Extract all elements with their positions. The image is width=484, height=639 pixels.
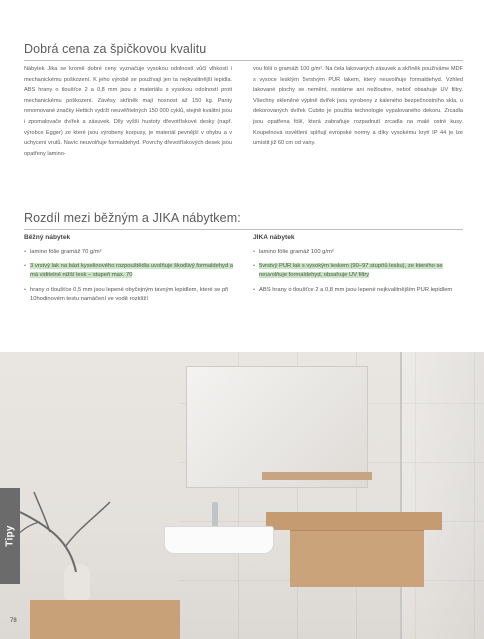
page-number: 78 [10, 618, 17, 624]
section-title-quality: Dobrá cena za špičkovou kvalitu [24, 42, 207, 56]
faucet-icon [212, 502, 218, 528]
list-item: • lamino fólie gramáž 70 g/m² [24, 248, 234, 257]
section-divider [24, 229, 463, 230]
jika-furniture-list [253, 248, 463, 300]
paragraph-right: vou fólií o gramáži 100 g/m². Na čela lakovaných zásuvek a skříněk používáme MDF s vysoce lesklým 5vrstvým PUR lakem, který neuvolňuje formaldehyd. Vzhled lakované plochy se nemění, nestárne ani nežloutne, neboť obsahuje UV filtry. Všechny skleněné výplně dvířek jsou vyrobeny z kaleného bezpečnostního skla, u dekorovaných dvířek Cubito je použita technologie vypalovaného dekoru. Zrcadla jsou opatřena fólií, která zabraňuje rozpadnutí zrcadla na malé ostré kusy. Koupelnová osvětlení splňují evropské normy a díky vysokému krytí IP 44 je lze umístit již 60 cm od vany. [253, 66, 463, 147]
shower-glass [400, 352, 484, 639]
section-title-comparison: Rozdíl mezi běžným a JIKA nábytkem: [24, 211, 241, 225]
branch-decoration-icon [10, 472, 120, 572]
bathroom-photo [0, 352, 484, 639]
washbasin [164, 526, 274, 554]
mirror [186, 366, 368, 488]
section-divider [24, 60, 463, 61]
list-item: • lamino fólie gramáž 100 g/m² [253, 248, 463, 257]
list-item: • 3 vrstvý lak na bázi kyselinového rozpouštědla uvolňuje škodlivý formaldehyd a má viditelné nižší lesk – stupeň max. 70 [24, 262, 234, 280]
standard-furniture-heading: Běžný nábytek [24, 234, 71, 241]
text-column-right [253, 64, 463, 149]
list-item: • 5vrstvý PUR lak s vysokým leskem (90–97 stupňů lesku), ze kterého se neuvolňuje formaldehyd, obsahuje UV filtry [253, 262, 463, 280]
countertop [266, 512, 442, 530]
paragraph-left: Nábytek Jika se kromě dobré ceny vyznačuje vysokou odolností vůči vlhkosti i mechanickému poškození. K jeho výrobě se používají jen ta nejkvalitnější lepidla. ABS hrany o tloušťce 2 a 0,8 mm jsou z materiálu s vysokou odolností proti mechanickému poškození. Závěsy skříněk mají nosnost až 150 kg. Panty renomované značky Hettich vydrží neuvěřitelných 150 000 cyklů, stejně kvalitní jsou i zpomalovače dvířek a zásuvek. Díly vyšší hustoty dřevotřískové desky (např. výrobce Egger) ze které jsou výrobeny korpusy, je materiál pevnější v ohybu a v uchycení vrutů. Navíc neuvolňuje formaldehyd. Povrchy dřevotřískových desek jsou opatřeny lamino- [24, 66, 233, 157]
list-item: • hrany o tloušťce 0,5 mm jsou lepené obyčejným tavným lepidlem, které se při 10hodinovém testu namáčení ve vodě rozklíží [24, 286, 234, 304]
jika-furniture-heading: JIKA nábytek [253, 234, 295, 241]
lower-cabinet [30, 600, 180, 639]
side-tab-label: Tipy [4, 525, 16, 547]
text-column-left [24, 64, 232, 159]
vanity-drawer [290, 530, 424, 587]
standard-furniture-list [24, 248, 234, 309]
wall-shelf [262, 472, 372, 480]
list-item: • ABS hrany o tloušťce 2 a 0,8 mm jsou lepené nejkvalitnějším PUR lepidlem [253, 286, 463, 295]
